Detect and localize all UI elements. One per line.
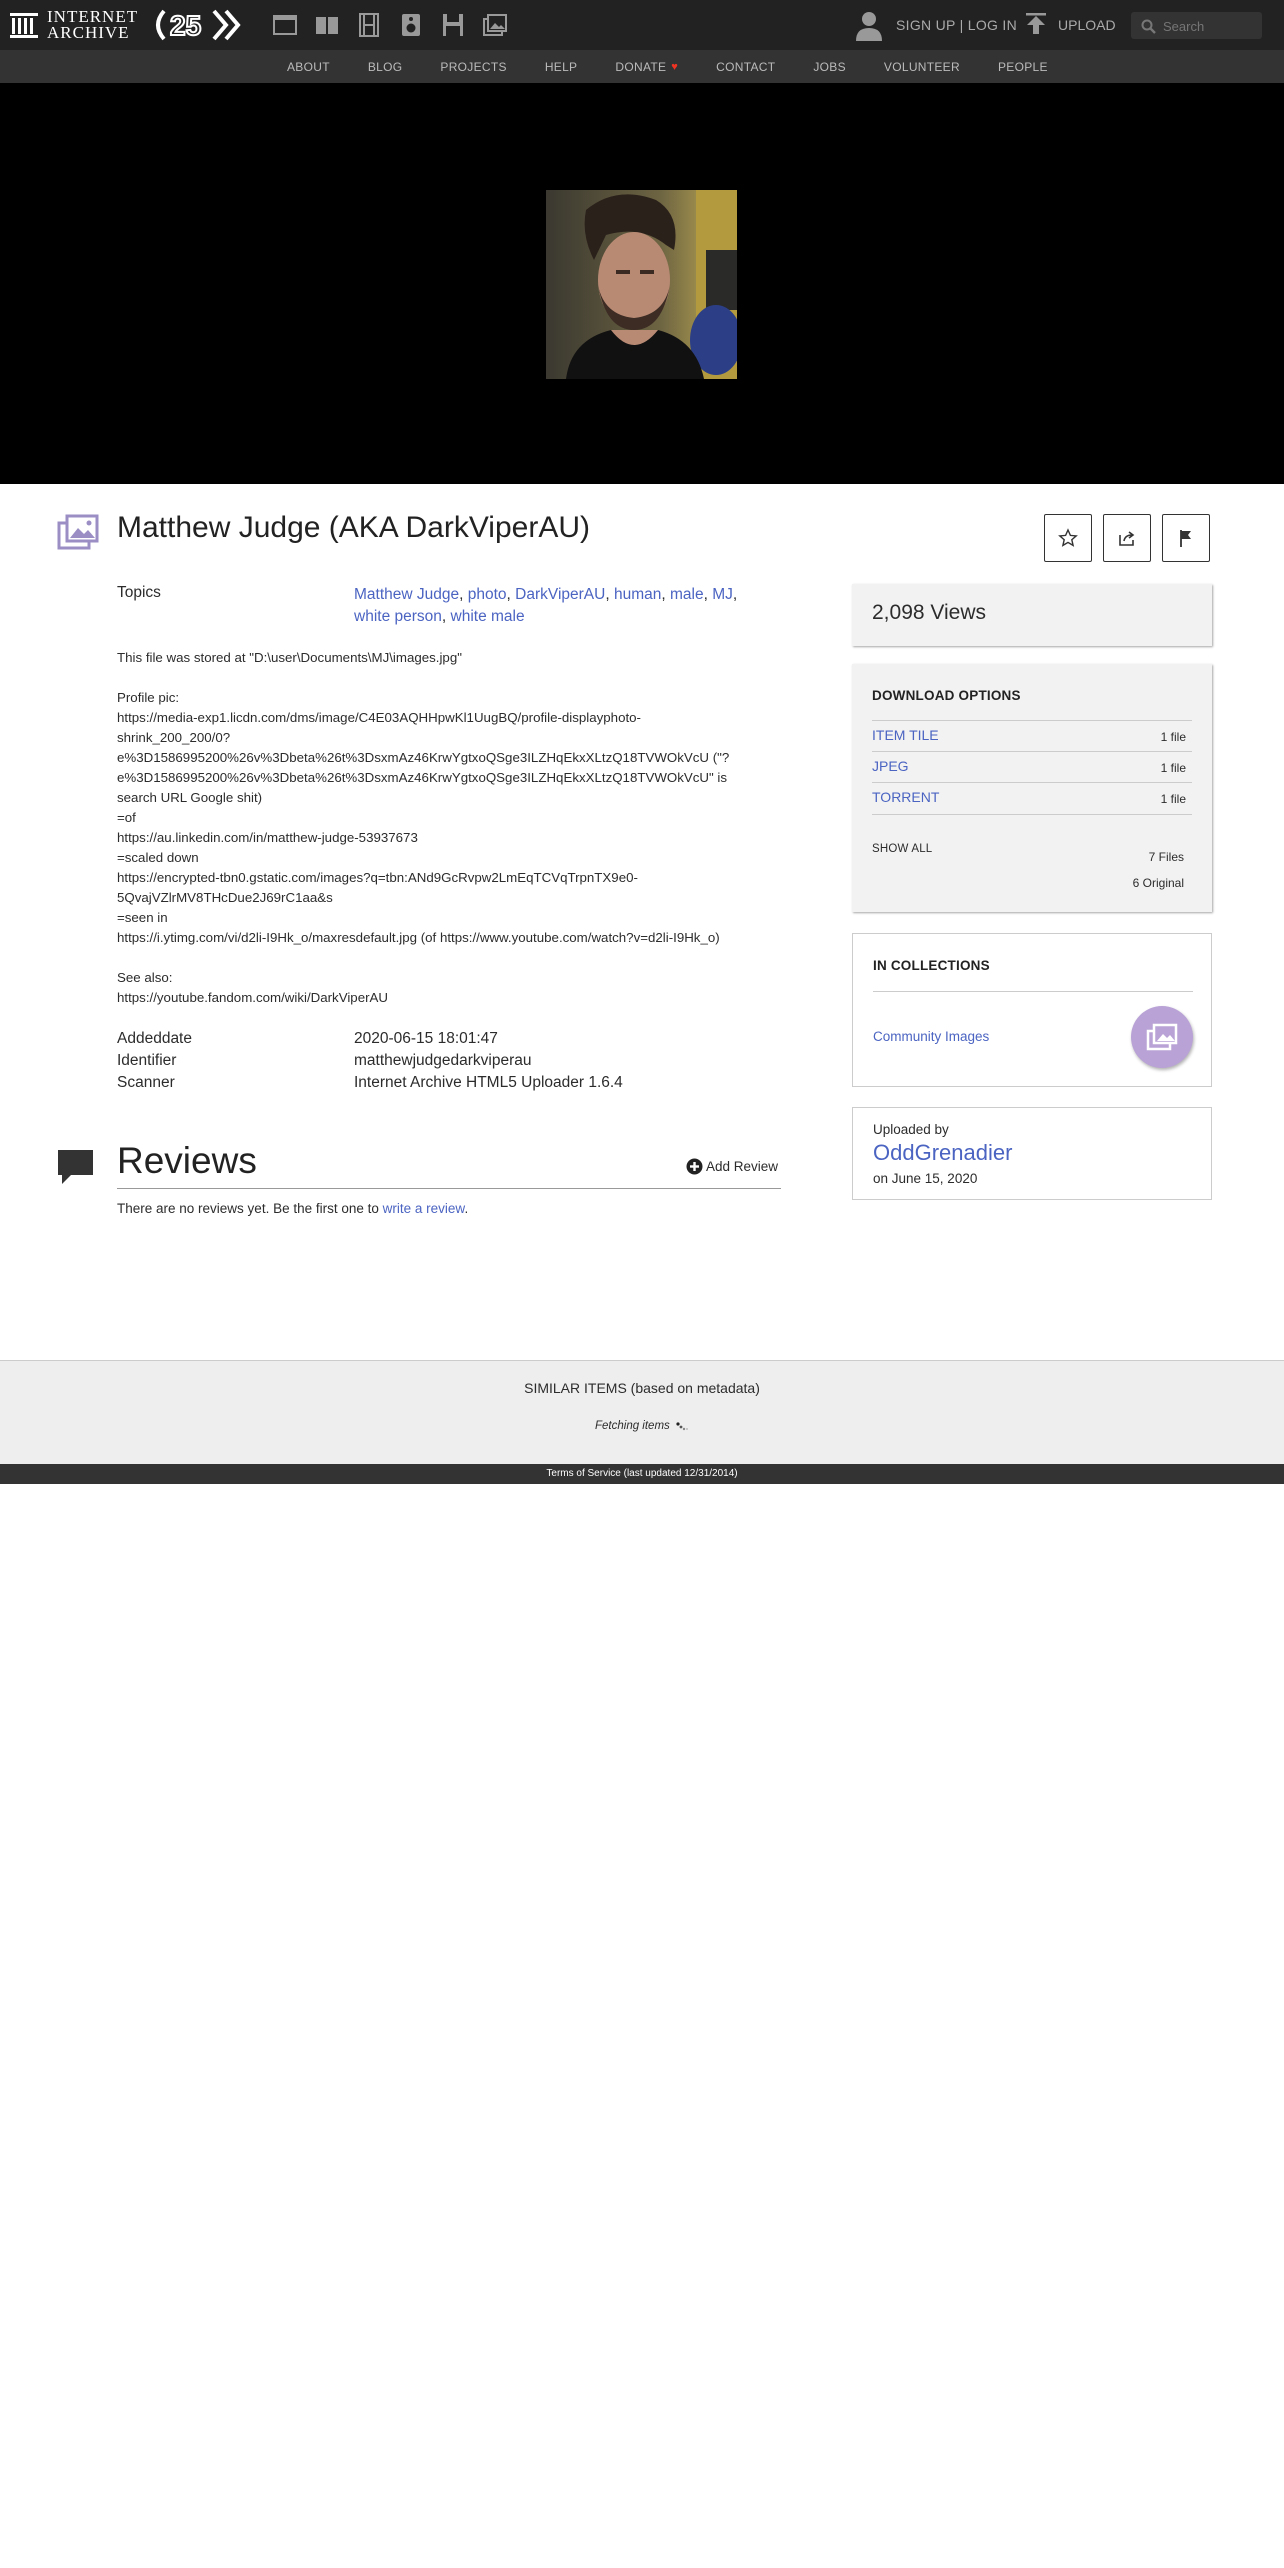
topic-link[interactable]: photo [467, 586, 507, 603]
auth-links [896, 17, 1017, 33]
reviews-speech-icon [57, 1149, 94, 1185]
metadata-value: 2020-06-15 18:01:47 [354, 1030, 498, 1047]
topics-list: Matthew Judge, photo, DarkViperAU, human, male, MJ, white person, white male [354, 586, 738, 625]
secondary-nav [0, 50, 1284, 83]
star-icon [1058, 528, 1078, 548]
images-icon[interactable] [482, 13, 508, 37]
description-line: 5QvajVZlrMV8THcDue2J69rC1aa&s [117, 890, 333, 905]
footer-bar [0, 1464, 1284, 1484]
similar-items-heading: SIMILAR ITEMS (based on metadata) [524, 1380, 760, 1396]
nav-donate[interactable] [615, 60, 678, 74]
description-line: https://media-exp1.licdn.com/dms/image/C4E03AQHHpwKl1UugBQ/profile-displayphoto- [117, 710, 641, 725]
item-description [117, 648, 787, 1008]
topic-link[interactable]: white male [450, 608, 525, 625]
description-line: https://au.linkedin.com/in/matthew-judge-53937673 [117, 830, 418, 845]
nav-volunteer[interactable]: VOLUNTEER [883, 59, 960, 74]
description-line: This file was stored at "D:\user\Documents\MJ\images.jpg" [117, 650, 462, 665]
collection-thumbnail[interactable] [1131, 1006, 1193, 1068]
download-format-link[interactable]: ITEM TILE [872, 727, 939, 743]
user-avatar-icon[interactable] [852, 8, 886, 42]
metadata-key: Scanner [117, 1074, 175, 1091]
download-options-panel [852, 664, 1212, 912]
download-row [872, 782, 1192, 813]
archive-temple-icon [9, 10, 39, 40]
logo-line-1: INTERNET [47, 7, 139, 26]
add-review-label: Add Review [706, 1159, 779, 1174]
search-icon [1141, 19, 1156, 34]
auth-separator: | [959, 17, 964, 33]
download-row [872, 720, 1192, 751]
metadata-key: Identifier [117, 1052, 177, 1069]
signup-link[interactable]: SIGN UP [896, 17, 956, 33]
download-file-count: 1 file [1160, 730, 1186, 744]
description-line: e%3D1586995200%26v%3Dbeta%26t%3DsxmAz46KrwYgtxoQSge3ILZHqEkxXLtzQ18TVWOkVcU" is [117, 770, 728, 785]
description-line: e%3D1586995200%26v%3Dbeta%26t%3DsxmAz46KrwYgtxoQSge3ILZHqEkxXLtzQ18TVWOkVcU ("? [117, 750, 730, 765]
upload-button[interactable] [1024, 12, 1116, 38]
nav-contact[interactable]: CONTACT [716, 59, 776, 74]
upload-icon [1024, 12, 1048, 38]
collections-divider [873, 991, 1193, 992]
reviews-heading: Reviews [117, 1140, 257, 1181]
flag-button[interactable] [1162, 514, 1210, 562]
nav-help[interactable]: HELP [544, 59, 578, 74]
image-theater [0, 83, 1284, 484]
item-photo[interactable] [546, 190, 737, 379]
web-icon[interactable] [272, 13, 298, 37]
nav-donate-label: DONATE [615, 59, 667, 74]
nav-people[interactable]: PEOPLE [997, 59, 1048, 74]
topic-link[interactable]: male [670, 586, 704, 603]
topics-label: Topics [117, 584, 161, 601]
topic-link[interactable]: white person [354, 608, 442, 625]
item-title: Matthew Judge (AKA DarkViperAU) [117, 511, 590, 544]
collections-panel [852, 933, 1212, 1087]
upload-label: UPLOAD [1058, 17, 1116, 33]
write-review-link[interactable]: write a review [382, 1201, 465, 1216]
nav-projects[interactable]: PROJECTS [440, 59, 507, 74]
topic-link[interactable]: MJ [712, 586, 733, 603]
search-box [1131, 12, 1262, 39]
software-icon[interactable] [440, 13, 466, 37]
topic-link[interactable]: Matthew Judge [354, 586, 460, 603]
views-panel [852, 584, 1212, 646]
top-bar [0, 0, 1284, 50]
anniversary-number: 25 [170, 10, 202, 41]
views-count: 2,098 Views [872, 601, 987, 624]
download-divider [872, 814, 1192, 815]
collections-heading: IN COLLECTIONS [873, 958, 990, 973]
description-line: =scaled down [117, 850, 199, 865]
uploader-panel [852, 1107, 1212, 1200]
image-type-icon [57, 514, 99, 550]
topic-link[interactable]: human [613, 586, 662, 603]
favorite-button[interactable] [1044, 514, 1092, 562]
download-format-link[interactable]: JPEG [872, 758, 909, 774]
description-line: https://youtube.fandom.com/wiki/DarkViperAU [117, 990, 388, 1005]
description-line: search URL Google shit) [117, 790, 263, 805]
flag-icon [1176, 528, 1196, 548]
share-icon [1117, 528, 1137, 548]
original-files: 6 Original [1132, 876, 1184, 890]
similar-items-section [0, 1360, 1284, 1464]
user-menu [852, 8, 1017, 42]
metadata-key: Addeddate [117, 1030, 192, 1047]
audio-icon[interactable] [398, 13, 424, 37]
search-input[interactable] [1161, 16, 1261, 37]
texts-icon[interactable] [314, 13, 340, 37]
download-options-heading: DOWNLOAD OPTIONS [872, 688, 1021, 703]
download-format-link[interactable]: TORRENT [872, 789, 940, 805]
anniversary-25-logo[interactable] [150, 8, 246, 42]
media-type-nav [272, 13, 508, 37]
download-row [872, 751, 1192, 782]
collection-link[interactable]: Community Images [873, 1029, 990, 1044]
add-review-button[interactable] [686, 1158, 778, 1175]
reviews-divider [117, 1188, 781, 1189]
uploaded-by-label: Uploaded by [873, 1122, 949, 1137]
description-line: https://encrypted-tbn0.gstatic.com/images?q=tbn:ANd9GcRvpw2LmEqTCVqTrpnTX9e0- [117, 870, 638, 885]
no-reviews-end: . [464, 1201, 469, 1216]
description-line: =of [117, 810, 136, 825]
images-collection-icon [1146, 1023, 1178, 1051]
description-line: See also: [117, 970, 173, 985]
fetching-status [0, 1419, 1284, 1433]
nav-about[interactable]: ABOUT [287, 59, 330, 74]
plus-circle-icon [686, 1158, 703, 1175]
uploader-link[interactable]: OddGrenadier [873, 1140, 1013, 1165]
description-line: =seen in [117, 910, 168, 925]
description-line: https://i.ytimg.com/vi/d2li-I9Hk_o/maxresdefault.jpg (of https://www.youtube.com/watch?v=d2li-I9Hk_o) [117, 930, 720, 945]
login-link[interactable]: LOG IN [967, 17, 1018, 33]
video-icon[interactable] [356, 13, 382, 37]
no-reviews-message [117, 1201, 468, 1216]
metadata-value: matthewjudgedarkviperau [354, 1052, 532, 1069]
upload-date: on June 15, 2020 [873, 1171, 978, 1186]
download-file-count: 1 file [1160, 761, 1186, 775]
site-logo[interactable] [9, 9, 138, 41]
fetching-text: Fetching items [595, 1420, 670, 1433]
nav-jobs[interactable]: JOBS [813, 59, 846, 74]
share-button[interactable] [1103, 514, 1151, 562]
description-line: Profile pic: [117, 690, 180, 705]
logo-line-2: ARCHIVE [47, 23, 130, 42]
show-all-link[interactable]: SHOW ALL [872, 843, 933, 855]
metadata-value: Internet Archive HTML5 Uploader 1.6.4 [354, 1074, 623, 1091]
loading-spinner-icon [675, 1419, 689, 1433]
heart-icon: ♥ [671, 60, 679, 73]
terms-of-service-link[interactable]: Terms of Service (last updated 12/31/2014) [546, 1468, 738, 1479]
no-reviews-text: There are no reviews yet. Be the first one to [117, 1201, 379, 1216]
topic-link[interactable]: DarkViperAU [515, 586, 606, 603]
total-files: 7 Files [1148, 850, 1184, 864]
download-file-count: 1 file [1160, 792, 1186, 806]
nav-blog[interactable]: BLOG [367, 59, 403, 74]
description-line: shrink_200_200/0? [117, 730, 231, 745]
logo-wordmark [47, 9, 138, 41]
